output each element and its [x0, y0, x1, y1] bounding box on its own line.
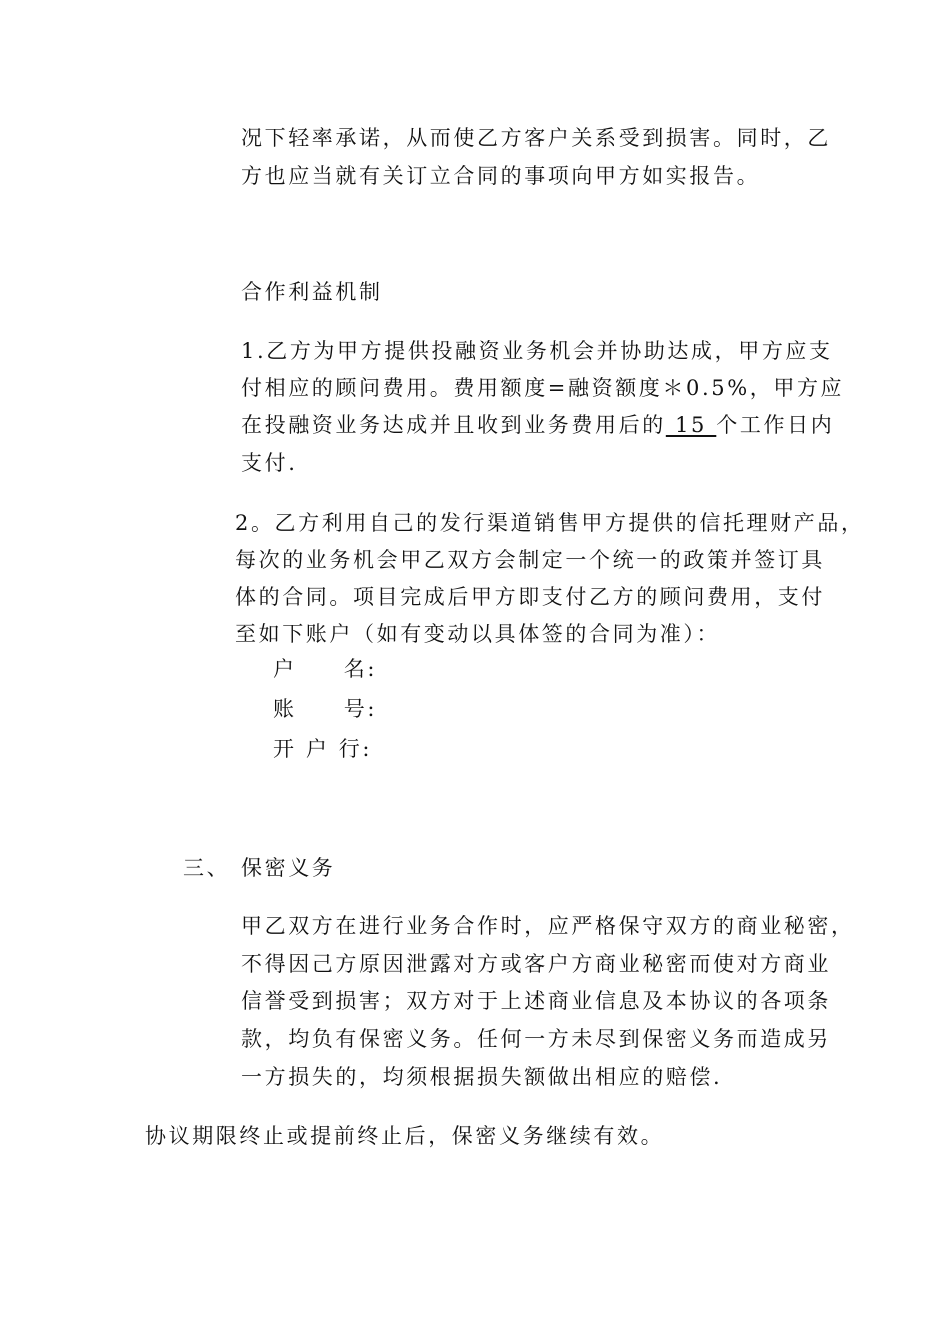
section3-line-4: 款，均负有保密义务。任何一方未尽到保密义务而造成另 — [241, 1027, 831, 1051]
benefit-item1-line-1: 1.乙方为甲方提供投融资业务机会并协助达成，甲方应支 — [241, 339, 833, 363]
benefit-item1-line-3-post: 个工作日内 — [716, 413, 835, 437]
section2-tail-line-2: 方也应当就有关订立合同的事项向甲方如实报告。 — [241, 164, 761, 188]
benefit-heading: 合作利益机制 — [241, 280, 383, 304]
benefit-item2-line-4: 至如下账户（如有变动以具体签的合同为准）： — [235, 622, 721, 646]
section3-number: 三、 — [183, 856, 231, 880]
section2-tail-line-1: 况下轻率承诺，从而使乙方客户关系受到损害。同时，乙 — [241, 126, 831, 150]
benefit-item1-line-3 — [241, 413, 834, 437]
section3-line-3: 信誉受到损害；双方对于上述商业信息及本协议的各项条 — [241, 989, 831, 1013]
benefit-item1-line-2: 付相应的顾问费用。费用额度=融资额度＊0.5%，甲方应 — [241, 376, 845, 400]
section3-line-5: 一方损失的，均须根据损失额做出相应的赔偿. — [241, 1065, 723, 1089]
section3-line-2: 不得因己方原因泄露对方或客户方商业秘密而使对方商业 — [241, 952, 831, 976]
account-number-label: 账 号: — [273, 697, 378, 721]
account-name-label: 户 名: — [273, 657, 378, 681]
payment-days-value: 15 — [665, 413, 717, 437]
benefit-item1-line-3-pre: 在投融资业务达成并且收到业务费用后的 — [241, 413, 666, 437]
account-bank-label: 开 户 行: — [273, 737, 373, 761]
benefit-item1-line-4: 支付. — [241, 451, 298, 475]
section3-title: 保密义务 — [241, 856, 336, 880]
section3-closing: 协议期限终止或提前终止后，保密义务继续有效。 — [145, 1124, 665, 1148]
benefit-item2-line-2: 每次的业务机会甲乙双方会制定一个统一的政策并签订具 — [235, 548, 825, 572]
benefit-item2-line-3: 体的合同。项目完成后甲方即支付乙方的顾问费用，支付 — [235, 585, 825, 609]
benefit-item2-line-1: 2。乙方利用自己的发行渠道销售甲方提供的信托理财产品， — [235, 511, 865, 535]
section3-line-1: 甲乙双方在进行业务合作时，应严格保守双方的商业秘密， — [241, 914, 855, 938]
